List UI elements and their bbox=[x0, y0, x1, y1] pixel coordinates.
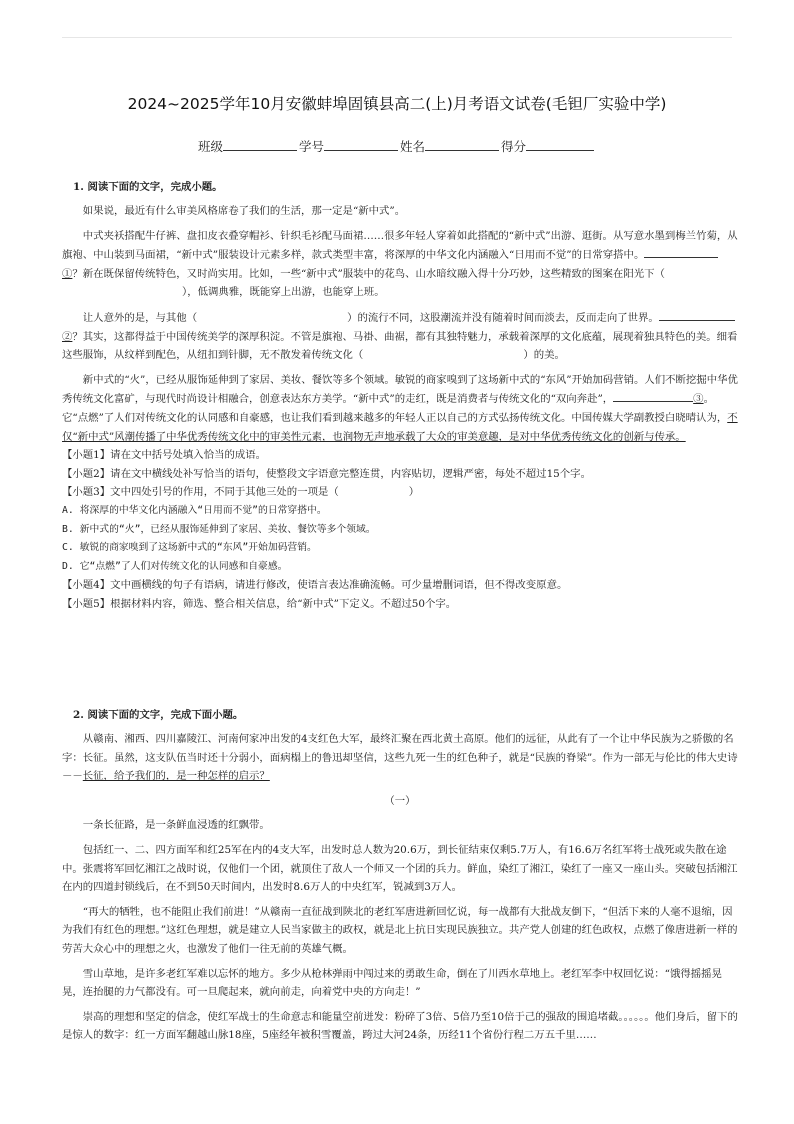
section-marker: （一） bbox=[384, 794, 416, 807]
student-info-row bbox=[0, 137, 794, 155]
blank-1-marker: ① bbox=[62, 267, 73, 280]
question-1-heading: 1. 阅读下面的文字，完成小题。 bbox=[73, 181, 223, 193]
q1-paragraph-1: 如果说，最近有什么审美风格席卷了我们的生活，那一定是“新中式”。 bbox=[82, 205, 406, 217]
option-b[interactable]: B. 新中式的“火”，已经从服饰延伸到了家居、美妆、餐饮等多个领域。 bbox=[62, 523, 376, 535]
name-field[interactable] bbox=[425, 138, 499, 151]
option-c[interactable]: C. 敏锐的商家嗅到了这场新中式的“东风”开始加码营销。 bbox=[62, 542, 317, 554]
q2-paragraph-6: 崇高的理想和坚定的信念，使红军战士的生命意志和能量空前迸发：粉碎了3倍、5倍乃至10倍于己的强敌的围追堵截。。。。。。他们身后，留下的是惊人的数字：红一方面军翻越山脉18座，5座经年被积雪覆盖，跨过大河24条，历经11个省份行程二万五千里…… bbox=[62, 1010, 738, 1042]
question-1 bbox=[62, 178, 738, 613]
q1-p4-text-b: 。它“点燃”了人们对传统文化的认同感和自豪感，也让我们看到越来越多的年轻人正以自己的方式弘扬传统文化。中国传媒大学副教授白晓晴认为， bbox=[62, 393, 728, 424]
q1-paragraph-4 bbox=[62, 371, 738, 446]
header-rule bbox=[62, 37, 732, 38]
sub-question-1: 【小题1】请在文中括号处填入恰当的成语。 bbox=[62, 449, 267, 462]
underlined-sentence: 不仅“新中式”风潮传播了中华优秀传统文化中的审美性元素，也润物无声地承载了大众的审美意趣，是对中华优秀传统文化的创新与传承。 bbox=[62, 411, 738, 443]
class-label: 班级 bbox=[197, 139, 223, 154]
option-a[interactable]: A. 将深厚的中华文化内涵融入“日用而不觉”的日常穿搭中。 bbox=[62, 504, 327, 516]
q2-paragraph-1 bbox=[62, 730, 738, 786]
question-2 bbox=[62, 706, 738, 1045]
sub-question-3 bbox=[62, 483, 738, 502]
q1-p3-text-b: ）的流行不同，这股潮流并没有随着时间而淡去，反而走向了世界。 bbox=[347, 311, 659, 324]
q1-p2-text-c: ），低调典雅，既能穿上出游，也能穿上班。 bbox=[182, 286, 385, 299]
q2-p1-text: 从赣南、湘西、四川嘉陵江、河南何家冲出发的4支红色大军，最终汇聚在西北黄土高原。他们的远征，从此有了一个让中华民族为之骄傲的名字：长征。虽然，这支队伍当时还十分弱小，面病榻上的鲁迅却坚信，这些九死一生的红色种子，就是“民族的脊梁”。作为一部无与伦比的伟大史诗－－ bbox=[62, 733, 738, 783]
q1-paragraph-3 bbox=[62, 308, 738, 365]
blank-3-marker: ③ bbox=[693, 393, 704, 406]
number-field[interactable] bbox=[324, 138, 398, 151]
sub-question-2: 【小题2】请在文中横线处补写恰当的语句，使整段文字语意完整连贯，内容贴切，逻辑严密，每处不超过15个字。 bbox=[62, 467, 591, 480]
blank-3-line[interactable] bbox=[613, 389, 693, 402]
sub-question-3-close: ） bbox=[408, 486, 420, 499]
class-field[interactable] bbox=[223, 138, 297, 151]
q1-paragraph-2 bbox=[62, 227, 738, 302]
blank-1-line[interactable] bbox=[644, 245, 718, 258]
option-d[interactable]: D. 它“点燃”了人们对传统文化的认同感和自豪感。 bbox=[62, 560, 288, 572]
number-label: 学号 bbox=[298, 139, 324, 154]
question-2-heading: 2. 阅读下面的文字，完成下面小题。 bbox=[73, 709, 244, 721]
page-title: 2024~2025学年10月安徽蚌埠固镇县高二(上)月考语文试卷(毛钽厂实验中学) bbox=[127, 95, 667, 113]
q2-paragraph-3: 包括红一、二、四方面军和红25军在内的4支大军，出发时总人数为20.6万，到长征结束仅剩5.7万人，有16.6万名红军将士战死或失散在途中。张震将军回忆湘江之战时说，仅他们一个团，就顶住了敌人一个师又一个团的兵力。鲜血，染红了湘江，染红了一座又一座山头。突破包括湘江在内的四道封锁线后，在不到50天时间内，出发时8.6万人的中央红军，锐减到3万人。 bbox=[62, 843, 738, 894]
sub-question-3-text: 【小题3】文中四处引号的作用，不同于其他三处的一项是（ bbox=[62, 486, 339, 499]
sub-question-5: 【小题5】根据材料内容，筛选、整合相关信息，给“新中式”下定义。不超过50个字。 bbox=[62, 597, 457, 610]
score-field[interactable] bbox=[526, 138, 594, 151]
blank-2-marker: ② bbox=[62, 330, 73, 343]
q1-p2-text-b: ？新在既保留传统特色，又时尚实用。比如，一些“新中式”服装中的花鸟、山水暗纹融入得十分巧妙，这些精致的图案在阳光下（ bbox=[72, 267, 665, 280]
q2-paragraph-5: 雪山草地，是许多老红军难以忘怀的地方。多少从枪林弹雨中闯过来的勇敢生命，倒在了川西水草地上。老红军李中权回忆说：“饿得摇摇晃晃，连抬腿的力气都没有。可一旦爬起来，就向前走，向着党中央的方向走！” bbox=[62, 967, 722, 999]
q1-p3-text-c: ？其实，这都得益于中国传统美学的深厚积淀。不管是旗袍、马褂、曲裾，都有其独特魅力，承载着深厚的文化底蕴，展现着独具特色的美。细看这些服饰，从纹样到配色，从纽扣到针脚，无不散发着传统文化（ bbox=[62, 330, 738, 362]
q1-p4-text-a: 新中式的“火”，已经从服饰延伸到了家居、美妆、餐饮等多个领域。敏锐的商家嗅到了这场新中式的“东风”开始加码营销。人们不断挖掘中华优秀传统文化富矿，与现代时尚设计相融合，创意表达东方美学。“新中式”的走红，既是消费者与传统文化的“双向奔赴”， bbox=[62, 373, 738, 406]
q2-paragraph-2: 一条长征路，是一条鲜血浸透的红飘带。 bbox=[82, 819, 270, 832]
score-label: 得分 bbox=[501, 139, 527, 154]
name-label: 姓名 bbox=[400, 139, 426, 154]
q2-paragraph-4: “再大的牺牲，也不能阻止我们前进！”从赣南一直征战到陕北的老红军唐进新回忆说，每一战都有大批战友倒下，“但活下来的人毫不退缩，因为我们有红色的理想。”这红色理想，就是建立人民当家做主的政权，就是北上抗日实现民族独立。共产党人创建的红色政权，点燃了像唐进新一样的劳苦大众心中的理想之火，也激发了他们一往无前的英雄气概。 bbox=[62, 905, 738, 955]
q1-p3-text-d: ）的美。 bbox=[523, 349, 565, 362]
sub-question-4: 【小题4】文中画横线的句子有语病，请进行修改，使语言表达准确流畅。可少量增删词语，但不得改变原意。 bbox=[62, 579, 568, 592]
q1-p2-text-a: 中式夹袄搭配牛仔裤、盘扣皮衣叠穿帽衫、针织毛衫配马面裙……很多年轻人穿着如此搭配的“新中式”出游、逛街。从写意水墨到梅兰竹菊，从旗袍、中山装到马面裙，“新中式”服装设计元素多样，款式类型丰富，将深厚的中华文化内涵融入“日用而不觉”的日常穿搭中。 bbox=[62, 229, 738, 262]
blank-2-line[interactable] bbox=[659, 308, 735, 321]
q2-underlined-question: 长征，给予我们的，是一种怎样的启示？ bbox=[82, 770, 270, 783]
q1-p3-text-a: 让人意外的是，与其他（ bbox=[82, 311, 198, 324]
